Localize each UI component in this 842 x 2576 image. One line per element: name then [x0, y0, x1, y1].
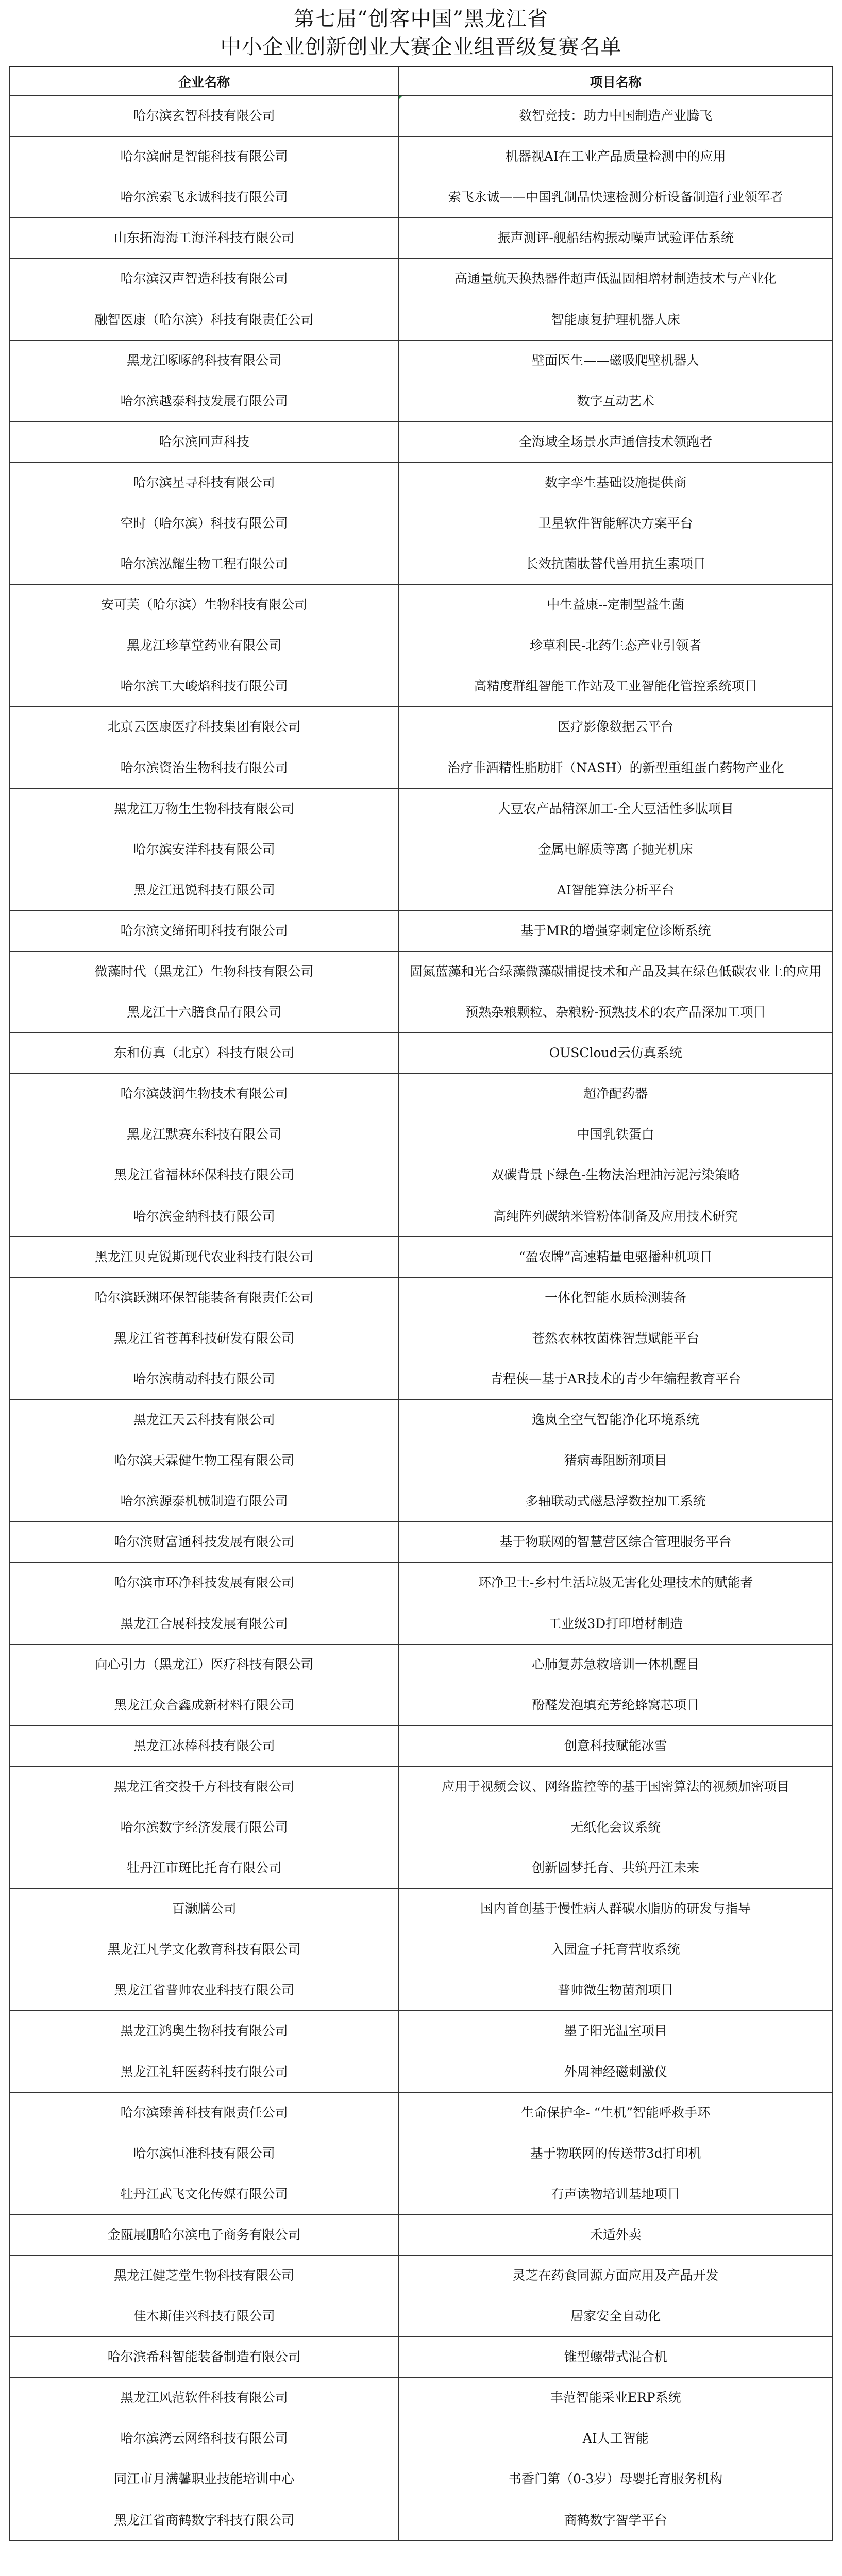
- company-name-cell[interactable]: 黑龙江健芝堂生物科技有限公司: [10, 2255, 399, 2296]
- project-name-text: “盈农牌”高速精量电驱播种机项目: [518, 1249, 713, 1264]
- table-row: [10, 2378, 833, 2418]
- table-row: [10, 544, 833, 585]
- project-name-cell[interactable]: [399, 503, 833, 544]
- table-body: [10, 96, 833, 2541]
- project-name-cell[interactable]: [399, 1074, 833, 1114]
- project-name-text: 金属电解质等离子抛光机床: [538, 841, 693, 857]
- table-row: [10, 2418, 833, 2459]
- table-row: [10, 1155, 833, 1196]
- company-name-cell[interactable]: 哈尔滨玄智科技有限公司: [10, 96, 399, 137]
- table-row: [10, 1196, 833, 1236]
- project-name-cell[interactable]: [399, 707, 833, 748]
- project-name-cell[interactable]: [399, 137, 833, 177]
- table-row: [10, 2011, 833, 2052]
- project-name-text: 双碳背景下绿色-生物法治理油污泥污染策略: [491, 1167, 740, 1183]
- table-row: [10, 1970, 833, 2011]
- table-row: [10, 1481, 833, 1522]
- company-name-cell[interactable]: 同江市月满馨职业技能培训中心: [10, 2459, 399, 2500]
- project-name-text: 基于物联网的智慧营区综合管理服务平台: [499, 1534, 732, 1550]
- project-name-text: 丰范智能采业ERP系统: [550, 2390, 681, 2405]
- project-name-text: 居家安全自动化: [570, 2309, 661, 2324]
- project-name-cell[interactable]: [399, 1766, 833, 1807]
- company-name-cell[interactable]: 空时（哈尔滨）科技有限公司: [10, 503, 399, 544]
- project-name-cell[interactable]: [399, 585, 833, 625]
- project-name-text: 全海域全场景水声通信技术领跑者: [519, 434, 713, 449]
- project-name-cell[interactable]: [399, 2214, 833, 2255]
- company-name-cell[interactable]: 哈尔滨越泰科技发展有限公司: [10, 381, 399, 421]
- table-row: [10, 1277, 833, 1318]
- project-name-cell[interactable]: [399, 1400, 833, 1440]
- project-name-text: 有声读物培训基地项目: [551, 2186, 680, 2201]
- project-name-cell[interactable]: [399, 1277, 833, 1318]
- company-name-cell[interactable]: 哈尔滨湾云网络科技有限公司: [10, 2418, 399, 2459]
- project-name-text: 禾适外卖: [590, 2227, 642, 2242]
- project-name-cell[interactable]: [399, 870, 833, 910]
- project-name-text: 大豆农产品精深加工-全大豆活性多肽项目: [497, 801, 734, 816]
- document-title-line-2: 中小企业创新创业大赛企业组晋级复赛名单: [220, 35, 622, 59]
- table-row: [10, 1766, 833, 1807]
- table-row: [10, 1644, 833, 1685]
- project-name-cell[interactable]: [399, 951, 833, 992]
- company-name-cell[interactable]: 哈尔滨跃渊环保智能装备有限责任公司: [10, 1277, 399, 1318]
- company-name-cell[interactable]: 哈尔滨源泰机械制造有限公司: [10, 1481, 399, 1522]
- company-name-cell[interactable]: 哈尔滨星寻科技有限公司: [10, 462, 399, 503]
- project-name-cell[interactable]: [399, 1522, 833, 1563]
- company-name-cell[interactable]: 黑龙江省交投千方科技有限公司: [10, 1766, 399, 1807]
- project-name-cell[interactable]: [399, 1889, 833, 1929]
- project-name-text: 中生益康--定制型益生菌: [547, 597, 685, 613]
- project-name-text: 苍然农林牧菌株智慧赋能平台: [532, 1330, 700, 1346]
- company-name-cell[interactable]: 哈尔滨臻善科技有限责任公司: [10, 2092, 399, 2133]
- company-name-cell[interactable]: 哈尔滨泓耀生物工程有限公司: [10, 544, 399, 585]
- company-name-cell[interactable]: 哈尔滨工大峻焰科技有限公司: [10, 666, 399, 707]
- company-name-cell[interactable]: 黑龙江省福林环保科技有限公司: [10, 1155, 399, 1196]
- company-name-cell[interactable]: 东和仿真（北京）科技有限公司: [10, 1033, 399, 1074]
- table-row: [10, 421, 833, 462]
- company-name-cell[interactable]: 百灏膳公司: [10, 1889, 399, 1929]
- company-name-cell[interactable]: 黑龙江啄啄鸽科技有限公司: [10, 340, 399, 381]
- project-name-cell[interactable]: [399, 1929, 833, 1970]
- project-name-text: 卫星软件智能解决方案平台: [538, 515, 693, 531]
- project-name-cell[interactable]: [399, 625, 833, 666]
- company-name-cell[interactable]: 哈尔滨恒准科技有限公司: [10, 2133, 399, 2174]
- company-name-cell[interactable]: 黑龙江鸿奥生物科技有限公司: [10, 2011, 399, 2052]
- project-name-text: 索飞永诚——中国乳制品快速检测分析设备制造行业领军者: [448, 190, 783, 205]
- document-title-line-1: 第七届“创客中国”黑龙江省: [294, 7, 548, 31]
- company-name-cell[interactable]: 黑龙江省商鹤数字科技有限公司: [10, 2500, 399, 2540]
- project-name-cell[interactable]: [399, 2459, 833, 2500]
- project-name-text: 智能康复护理机器人床: [551, 312, 680, 327]
- table-row: [10, 2255, 833, 2296]
- company-name-cell[interactable]: 黑龙江省普帅农业科技有限公司: [10, 1970, 399, 2011]
- project-name-cell[interactable]: [399, 1155, 833, 1196]
- project-name-cell[interactable]: [399, 1563, 833, 1603]
- project-name-text: 外周神经磁刺激仪: [564, 2064, 667, 2079]
- table-row: [10, 1033, 833, 1074]
- title-block: [9, 0, 833, 67]
- project-name-cell[interactable]: [399, 992, 833, 1033]
- project-name-text: 中国乳铁蛋白: [577, 1127, 654, 1142]
- project-name-text: 锥型螺带式混合机: [564, 2349, 667, 2365]
- table-header-row: [10, 67, 833, 96]
- table-row: [10, 1848, 833, 1889]
- table-row: [10, 1725, 833, 1766]
- project-name-text: 逸岚全空气智能净化环境系统: [532, 1412, 700, 1428]
- project-name-text: 商鹤数字智学平台: [564, 2512, 667, 2528]
- project-name-text: 高精度群组智能工作站及工业智能化管控系统项目: [474, 679, 757, 694]
- table-row: [10, 829, 833, 870]
- company-name-cell[interactable]: 哈尔滨鼓润生物技术有限公司: [10, 1074, 399, 1114]
- company-name-cell[interactable]: 哈尔滨希科智能装备制造有限公司: [10, 2337, 399, 2378]
- project-name-cell[interactable]: [399, 381, 833, 421]
- project-name-cell[interactable]: [399, 1236, 833, 1277]
- company-name-cell[interactable]: 北京云医康医疗科技集团有限公司: [10, 707, 399, 748]
- table-row: [10, 585, 833, 625]
- table-row: [10, 2296, 833, 2337]
- project-name-cell[interactable]: [399, 1603, 833, 1644]
- table-row: [10, 2214, 833, 2255]
- project-name-cell[interactable]: [399, 544, 833, 585]
- column-header-company[interactable]: 企业名称: [10, 67, 399, 96]
- project-name-text: 书香门第（0-3岁）母婴托育服务机构: [509, 2471, 723, 2487]
- company-name-cell[interactable]: 微藻时代（黑龙江）生物科技有限公司: [10, 951, 399, 992]
- cell-comment-marker-icon: [399, 96, 402, 99]
- project-name-text: 生命保护伞- “生机”智能呼救手环: [521, 2105, 711, 2120]
- project-name-cell[interactable]: [399, 1114, 833, 1155]
- project-name-cell[interactable]: [399, 340, 833, 381]
- project-name-cell[interactable]: [399, 299, 833, 340]
- project-name-cell[interactable]: [399, 2133, 833, 2174]
- table-row: [10, 625, 833, 666]
- table-row: [10, 1603, 833, 1644]
- project-name-cell[interactable]: [399, 2337, 833, 2378]
- company-name-cell[interactable]: 哈尔滨耐是智能科技有限公司: [10, 137, 399, 177]
- table-row: [10, 992, 833, 1033]
- table-row: [10, 1807, 833, 1848]
- project-name-cell[interactable]: [399, 96, 833, 137]
- table-row: [10, 137, 833, 177]
- table-row: [10, 381, 833, 421]
- project-name-cell[interactable]: [399, 666, 833, 707]
- project-name-cell[interactable]: [399, 2296, 833, 2337]
- project-name-text: 壁面医生——磁吸爬壁机器人: [532, 352, 700, 368]
- table-row: [10, 1929, 833, 1970]
- company-name-cell[interactable]: 黑龙江贝克锐斯现代农业科技有限公司: [10, 1236, 399, 1277]
- project-name-text: 酚醛发泡填充芳纶蜂窝芯项目: [532, 1697, 700, 1713]
- project-name-cell[interactable]: [399, 1359, 833, 1399]
- company-name-cell[interactable]: 融智医康（哈尔滨）科技有限责任公司: [10, 299, 399, 340]
- table-row: [10, 2052, 833, 2092]
- project-name-cell[interactable]: [399, 421, 833, 462]
- project-name-text: 高纯阵列碳纳米管粉体制备及应用技术研究: [493, 1208, 738, 1224]
- project-name-text: 灵芝在药食同源方面应用及产品开发: [512, 2268, 719, 2283]
- project-name-text: 环净卫士-乡村生活垃圾无害化处理技术的赋能者: [478, 1575, 753, 1590]
- company-name-cell[interactable]: 安可芙（哈尔滨）生物科技有限公司: [10, 585, 399, 625]
- project-name-text: 工业级3D打印增材制造: [548, 1616, 683, 1631]
- project-name-cell[interactable]: [399, 910, 833, 951]
- company-name-cell[interactable]: 黑龙江礼轩医药科技有限公司: [10, 2052, 399, 2092]
- table-row: [10, 1236, 833, 1277]
- table-row: [10, 910, 833, 951]
- project-name-text: AI智能算法分析平台: [557, 882, 675, 897]
- project-name-cell[interactable]: [399, 1807, 833, 1848]
- company-name-cell[interactable]: 金瓯展鹏哈尔滨电子商务有限公司: [10, 2214, 399, 2255]
- table-row: [10, 788, 833, 829]
- project-name-text: 振声测评-舰船结构振动噪声试验评估系统: [497, 230, 734, 246]
- project-name-text: 青程侠—基于AR技术的青少年编程教育平台: [490, 1371, 742, 1386]
- table-row: [10, 707, 833, 748]
- company-name-cell[interactable]: 哈尔滨财富通科技发展有限公司: [10, 1522, 399, 1563]
- column-header-project[interactable]: 项目名称: [399, 67, 833, 96]
- company-name-cell[interactable]: 黑龙江合展科技发展有限公司: [10, 1603, 399, 1644]
- table-row: [10, 218, 833, 259]
- project-name-text: 普帅微生物菌剂项目: [558, 1982, 674, 1998]
- project-name-text: 固氮蓝藻和光合绿藻微藻碳捕捉技术和产品及其在绿色低碳农业上的应用: [409, 964, 822, 979]
- company-name-cell[interactable]: 黑龙江凡学文化教育科技有限公司: [10, 1929, 399, 1970]
- project-name-cell[interactable]: [399, 1481, 833, 1522]
- company-name-cell[interactable]: 黑龙江风范软件科技有限公司: [10, 2378, 399, 2418]
- project-name-text: 预熟杂粮颗粒、杂粮粉-预熟技术的农产品深加工项目: [465, 1005, 766, 1020]
- project-name-cell[interactable]: [399, 829, 833, 870]
- project-name-text: 长效抗菌肽替代兽用抗生素项目: [525, 556, 706, 572]
- table-row: [10, 1563, 833, 1603]
- project-name-text: AI人工智能: [582, 2431, 649, 2446]
- company-name-cell[interactable]: 哈尔滨数字经济发展有限公司: [10, 1807, 399, 1848]
- project-name-text: 治疗非酒精性脂肪肝（NASH）的新型重组蛋白药物产业化: [447, 760, 784, 775]
- table-row: [10, 748, 833, 788]
- company-name-cell[interactable]: 哈尔滨文缔拓明科技有限公司: [10, 910, 399, 951]
- project-name-cell[interactable]: [399, 2011, 833, 2052]
- project-name-text: 应用于视频会议、网络监控等的基于国密算法的视频加密项目: [442, 1778, 790, 1794]
- table-row: [10, 2337, 833, 2378]
- project-name-cell[interactable]: [399, 218, 833, 259]
- table-row: [10, 2092, 833, 2133]
- project-name-cell[interactable]: [399, 1318, 833, 1359]
- project-name-text: 猪病毒阻断剂项目: [564, 1453, 667, 1468]
- project-name-cell[interactable]: [399, 1725, 833, 1766]
- company-name-cell[interactable]: 哈尔滨索飞永诚科技有限公司: [10, 177, 399, 218]
- project-name-text: 一体化智能水质检测装备: [545, 1290, 687, 1305]
- project-name-text: 数智竞技：助力中国制造产业腾飞: [519, 108, 713, 124]
- table-row: [10, 1889, 833, 1929]
- project-name-cell[interactable]: [399, 2378, 833, 2418]
- company-name-cell[interactable]: 牡丹江市斑比托育有限公司: [10, 1848, 399, 1889]
- company-name-cell[interactable]: 哈尔滨市环净科技发展有限公司: [10, 1563, 399, 1603]
- project-name-text: 创意科技赋能冰雪: [564, 1738, 667, 1753]
- project-name-text: 基于MR的增强穿刺定位诊断系统: [520, 923, 711, 938]
- company-name-cell[interactable]: 黑龙江省苍苒科技研发有限公司: [10, 1318, 399, 1359]
- project-name-cell[interactable]: [399, 1196, 833, 1236]
- project-name-cell[interactable]: [399, 748, 833, 788]
- project-name-cell[interactable]: [399, 1970, 833, 2011]
- table-row: [10, 666, 833, 707]
- project-name-text: 数字互动艺术: [577, 393, 654, 409]
- project-name-text: 机器视AI在工业产品质量检测中的应用: [505, 149, 726, 164]
- company-name-cell[interactable]: 黑龙江珍草堂药业有限公司: [10, 625, 399, 666]
- table-row: [10, 340, 833, 381]
- table-row: [10, 1440, 833, 1481]
- project-name-cell[interactable]: [399, 2052, 833, 2092]
- project-name-text: 墨子阳光温室项目: [564, 2023, 667, 2039]
- table-row: [10, 2459, 833, 2500]
- company-name-cell[interactable]: 哈尔滨金纳科技有限公司: [10, 1196, 399, 1236]
- table-row: [10, 951, 833, 992]
- project-name-cell[interactable]: [399, 1440, 833, 1481]
- company-name-cell[interactable]: 黑龙江众合鑫成新材料有限公司: [10, 1685, 399, 1725]
- project-name-cell[interactable]: [399, 2092, 833, 2133]
- table-row: [10, 96, 833, 137]
- project-name-cell[interactable]: [399, 1033, 833, 1074]
- project-name-text: 多轴联动式磁悬浮数控加工系统: [525, 1494, 706, 1509]
- company-name-cell[interactable]: 黑龙江天云科技有限公司: [10, 1400, 399, 1440]
- project-name-text: 超净配药器: [583, 1086, 648, 1101]
- project-name-cell[interactable]: [399, 2500, 833, 2540]
- company-name-cell[interactable]: 哈尔滨天霖健生物工程有限公司: [10, 1440, 399, 1481]
- table-row: [10, 2500, 833, 2540]
- company-name-cell[interactable]: 黑龙江迅锐科技有限公司: [10, 870, 399, 910]
- project-name-text: 国内首创基于慢性病人群碳水脂肪的研发与指导: [480, 1901, 751, 1917]
- project-name-text: 无纸化会议系统: [570, 1819, 661, 1835]
- project-name-text: 数字孪生基础设施提供商: [545, 474, 687, 490]
- project-name-text: 高通量航天换热器件超声低温固相增材制造技术与产业化: [454, 271, 777, 286]
- table-row: [10, 503, 833, 544]
- table-row: [10, 1400, 833, 1440]
- company-name-cell[interactable]: 黑龙江默赛东科技有限公司: [10, 1114, 399, 1155]
- table-row: [10, 2133, 833, 2174]
- company-name-cell[interactable]: 哈尔滨资治生物科技有限公司: [10, 748, 399, 788]
- table-row: [10, 870, 833, 910]
- table-row: [10, 1685, 833, 1725]
- finalist-table: [9, 67, 833, 2541]
- project-name-cell[interactable]: [399, 2174, 833, 2214]
- project-name-text: 心肺复苏急救培训一体机醒目: [532, 1656, 700, 1672]
- table-row: [10, 177, 833, 218]
- project-name-cell[interactable]: [399, 259, 833, 299]
- project-name-text: OUSCloud云仿真系统: [549, 1045, 682, 1061]
- table-row: [10, 462, 833, 503]
- table-row: [10, 1074, 833, 1114]
- company-name-cell[interactable]: 向心引力（黑龙江）医疗科技有限公司: [10, 1644, 399, 1685]
- company-name-cell[interactable]: 黑龙江万物生生物科技有限公司: [10, 788, 399, 829]
- company-name-cell[interactable]: 佳木斯佳兴科技有限公司: [10, 2296, 399, 2337]
- table-row: [10, 1522, 833, 1563]
- table-row: [10, 1114, 833, 1155]
- table-row: [10, 2174, 833, 2214]
- project-name-cell[interactable]: [399, 788, 833, 829]
- project-name-text: 基于物联网的传送带3d打印机: [530, 2145, 701, 2161]
- company-name-cell[interactable]: 哈尔滨萌动科技有限公司: [10, 1359, 399, 1399]
- project-name-cell[interactable]: [399, 1685, 833, 1725]
- project-name-text: 珍草利民-北药生态产业引领者: [529, 638, 702, 653]
- table-row: [10, 299, 833, 340]
- company-name-cell[interactable]: 山东拓海海工海洋科技有限公司: [10, 218, 399, 259]
- project-name-cell[interactable]: [399, 1644, 833, 1685]
- company-name-cell[interactable]: 黑龙江冰棒科技有限公司: [10, 1725, 399, 1766]
- table-row: [10, 1318, 833, 1359]
- project-name-text: 医疗影像数据云平台: [558, 719, 674, 735]
- project-name-cell[interactable]: [399, 177, 833, 218]
- project-name-text: 创新圆梦托育、共筑丹江未来: [532, 1860, 700, 1876]
- company-name-cell[interactable]: 哈尔滨回声科技: [10, 421, 399, 462]
- table-row: [10, 259, 833, 299]
- project-name-cell[interactable]: [399, 2255, 833, 2296]
- project-name-cell[interactable]: [399, 2418, 833, 2459]
- company-name-cell[interactable]: 哈尔滨安洋科技有限公司: [10, 829, 399, 870]
- project-name-text: 入园盒子托育营收系统: [551, 1942, 680, 1957]
- company-name-cell[interactable]: 哈尔滨汉声智造科技有限公司: [10, 259, 399, 299]
- table-row: [10, 1359, 833, 1399]
- project-name-cell[interactable]: [399, 462, 833, 503]
- project-name-cell[interactable]: [399, 1848, 833, 1889]
- company-name-cell[interactable]: 牡丹江武飞文化传媒有限公司: [10, 2174, 399, 2214]
- company-name-cell[interactable]: 黑龙江十六膳食品有限公司: [10, 992, 399, 1033]
